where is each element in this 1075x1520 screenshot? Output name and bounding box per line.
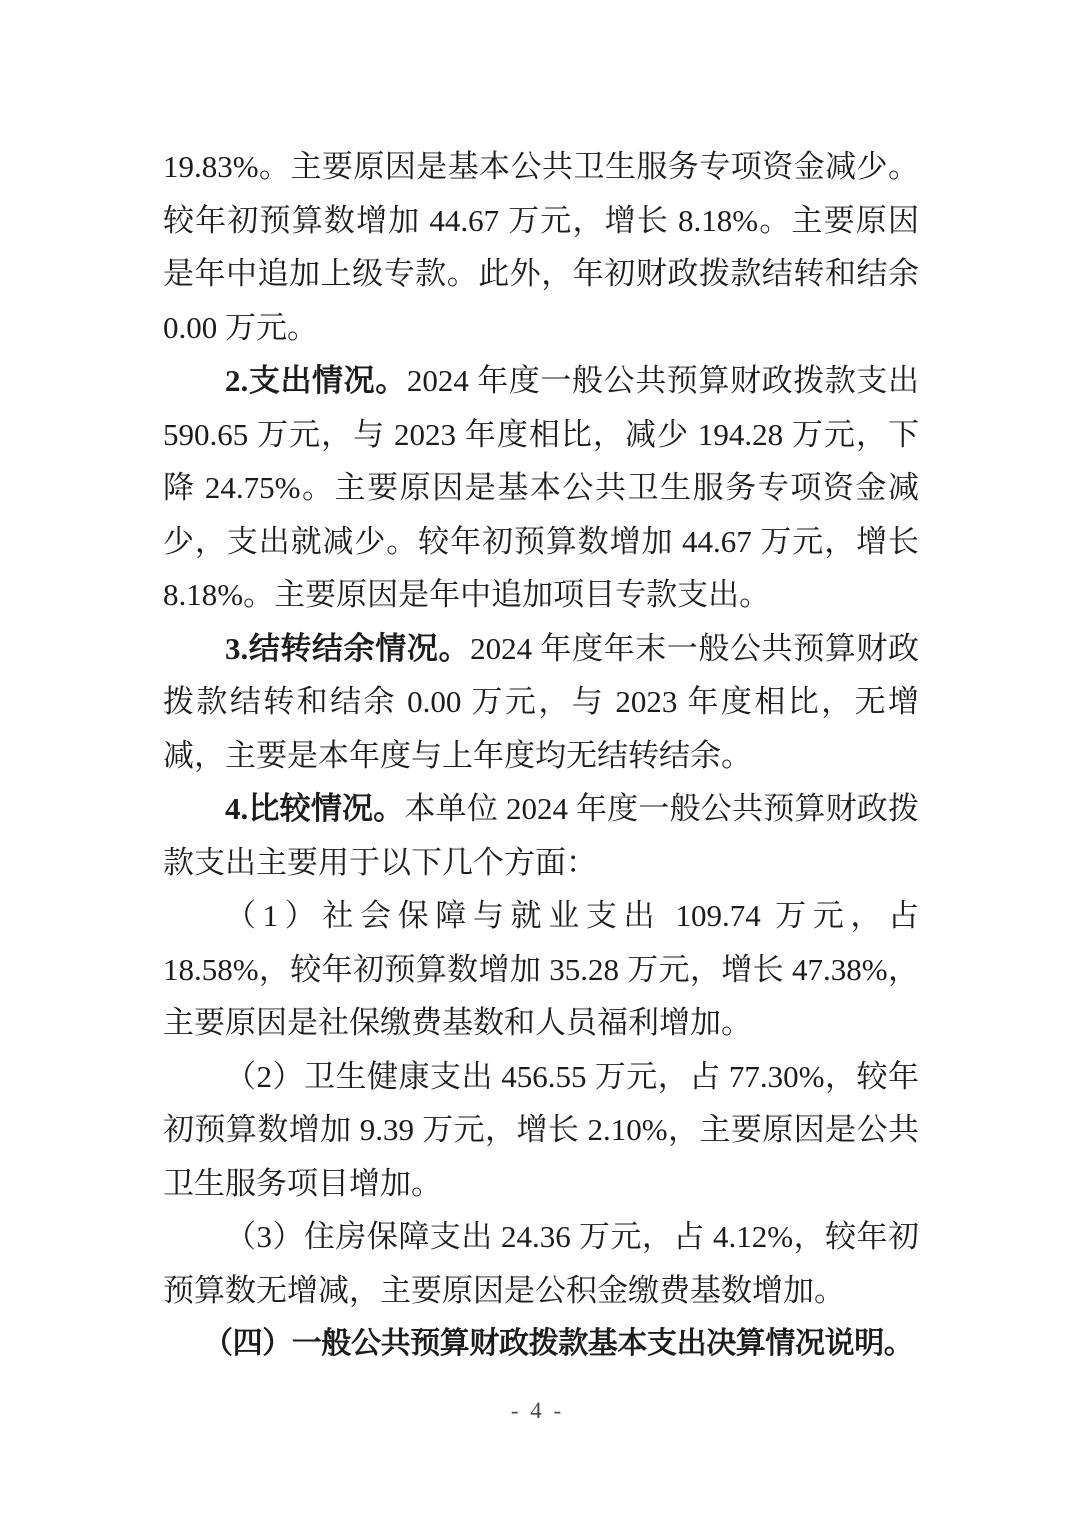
paragraph-lead: 2.支出情况。 (225, 363, 407, 398)
paragraph-item-health (163, 1050, 919, 1211)
paragraph-comparison (163, 782, 919, 889)
paragraph-lead: 3.结转结余情况。 (225, 630, 471, 666)
paragraph-text: 19.83%。主要原因是基本公共卫生服务专项资金减少。较年初预算数增加 44.67 万元，增长 8.18%。主要原因是年中追加上级专款。此外，年初财政拨款结转和结余 0.00 万元。 (163, 149, 919, 345)
paragraph-text: 2024 年度年末一般公共预算财政拨款结转和结余 0.00 万元，与 2023 年度相比，无增减，主要是本年度与上年度均无结转结余。 (163, 630, 920, 773)
paragraph-text: 2024 年度一般公共预算财政拨款支出 590.65 万元，与 2023 年度相比，减少 194.28 万元，下降 24.75%。主要原因是基本公共卫生服务专项资金减少，支出就减少。较年初预算数增加 44.67 万元，增长 8.18%。主要原因是年中追加项目专款支出。 (163, 363, 920, 612)
paragraph-item-housing (163, 1210, 919, 1317)
paragraph-text: （3）住房保障支出 24.36 万元，占 4.12%，较年初预算数无增减，主要原因是公积金缴费基数增加。 (163, 1219, 919, 1308)
page-number: - 4 - (510, 1398, 565, 1423)
paragraph-carryover (163, 622, 919, 783)
paragraph-revenue-continued (163, 140, 919, 354)
paragraph-text: （1）社会保障与就业支出 109.74 万元，占 18.58%，较年初预算数增加 35.28 万元，增长 47.38%，主要原因是社保缴费基数和人员福利增加。 (163, 898, 919, 1040)
section-heading-text: （四）一般公共预算财政拨款基本支出决算情况说明。 (203, 1327, 914, 1360)
paragraph-lead: 4.比较情况。 (225, 791, 405, 826)
section-heading-basic-expenditure (163, 1317, 919, 1371)
document-body (163, 140, 919, 1371)
paragraph-text: 本单位 2024 年度一般公共预算财政拨款支出主要用于以下几个方面： (163, 791, 920, 880)
paragraph-text: （2）卫生健康支出 456.55 万元，占 77.30%，较年初预算数增加 9.39 万元，增长 2.10%，主要原因是公共卫生服务项目增加。 (163, 1058, 919, 1201)
paragraph-expenditure (163, 354, 919, 622)
paragraph-item-social-security (163, 889, 919, 1050)
